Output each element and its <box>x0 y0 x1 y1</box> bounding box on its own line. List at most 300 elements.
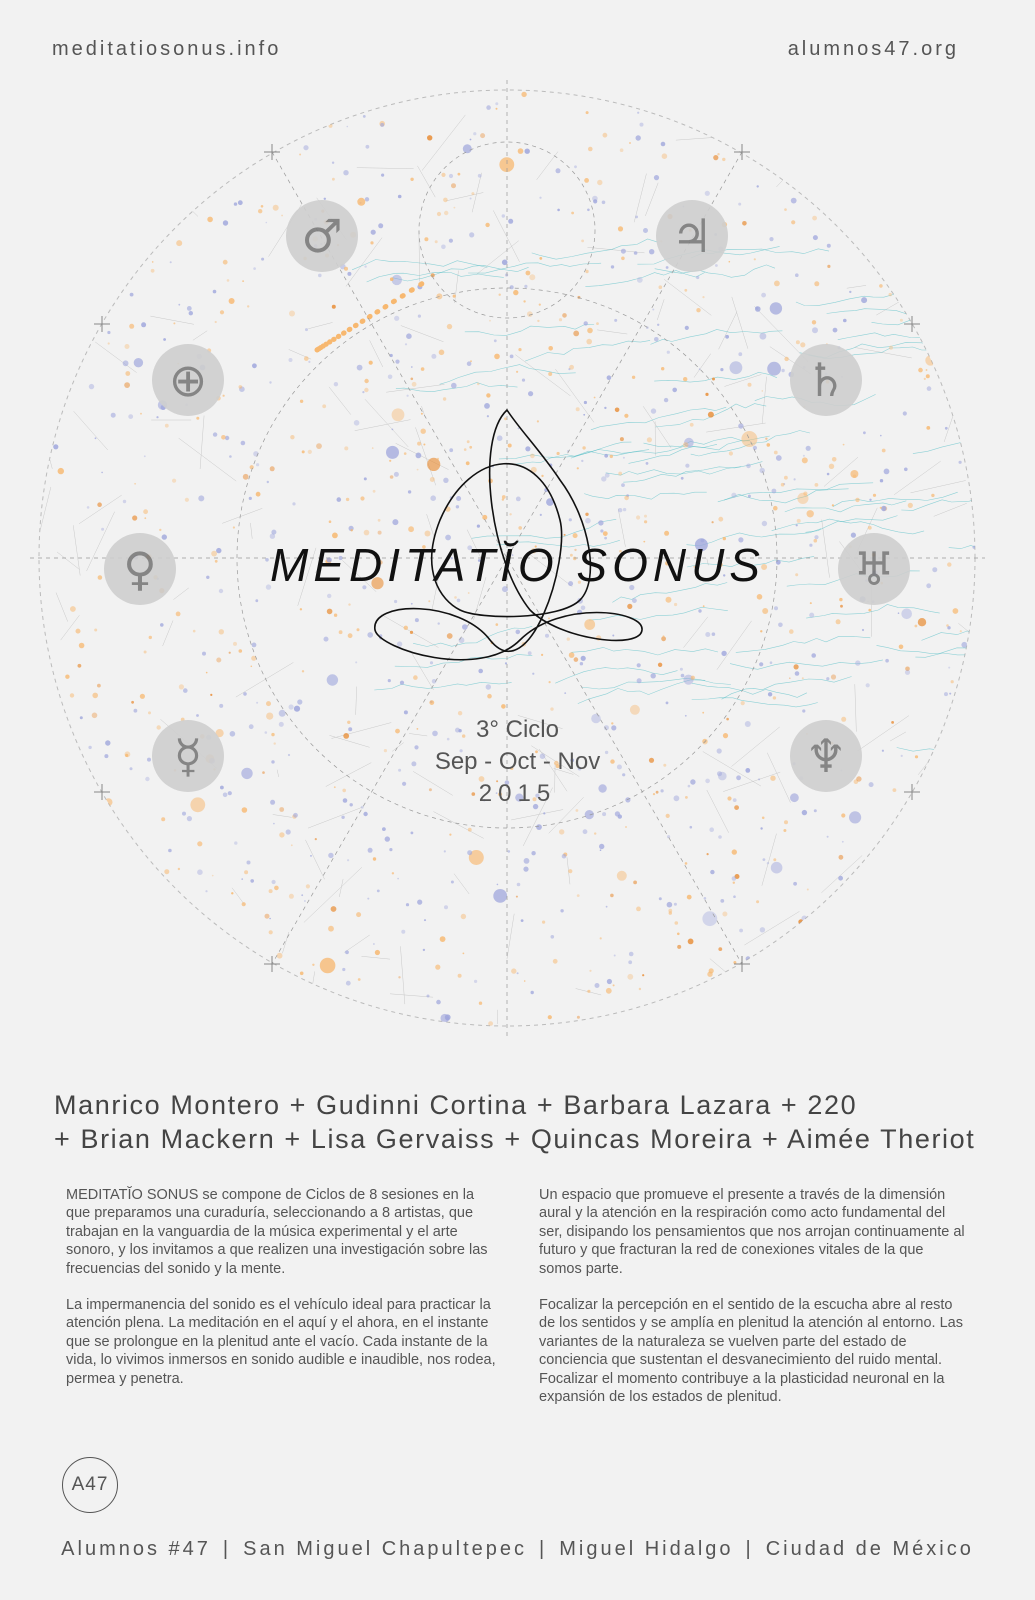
particle-dot <box>587 328 593 334</box>
particle-dot <box>654 175 659 180</box>
particle-dot <box>868 526 872 530</box>
particle-dot <box>392 519 398 525</box>
particle-dot <box>273 205 279 211</box>
particle-dot <box>170 261 172 263</box>
particle-dot <box>371 230 376 235</box>
particle-dot <box>327 674 338 685</box>
particle-dot <box>537 320 539 322</box>
particle-dot <box>479 1002 482 1005</box>
particle-dot <box>691 676 695 680</box>
particle-dot <box>348 633 353 638</box>
particle-dot <box>832 504 834 506</box>
particle-dot <box>451 183 456 188</box>
particle-dot <box>489 320 491 322</box>
particle-dot <box>487 694 492 699</box>
particle-dot <box>252 643 257 648</box>
particle-dot <box>809 613 814 618</box>
particle-dot <box>807 510 814 517</box>
particle-dot <box>621 483 625 487</box>
particle-dot <box>931 494 934 497</box>
particle-dot <box>496 623 499 626</box>
particle-dot <box>370 241 373 244</box>
particle-dot <box>356 912 361 917</box>
particle-dot <box>959 461 962 464</box>
particle-dot <box>389 848 392 851</box>
particle-dot <box>855 498 859 502</box>
particle-dot <box>621 249 626 254</box>
particle-dot <box>632 598 637 603</box>
earth-icon: ⊕ <box>152 344 224 416</box>
particle-dot <box>451 881 454 884</box>
arc-dot <box>347 327 352 332</box>
site-url-left[interactable]: meditatiosonus.info <box>52 38 282 60</box>
particle-dot <box>813 235 818 240</box>
particle-dot <box>586 339 592 345</box>
particle-dot <box>327 609 333 615</box>
particle-dot <box>279 832 284 837</box>
particle-dot <box>600 849 602 851</box>
particle-dot <box>604 407 606 409</box>
particle-dot <box>140 413 142 415</box>
particle-dot <box>663 635 665 637</box>
particle-dot <box>666 266 669 269</box>
particle-dot <box>134 358 143 367</box>
particle-dot <box>625 826 627 828</box>
particle-dot <box>176 612 181 617</box>
particle-dot <box>611 265 614 268</box>
particle-dot <box>677 933 680 936</box>
particle-dot <box>269 930 273 934</box>
particle-dot <box>463 144 472 153</box>
particle-dot <box>784 208 787 211</box>
particle-dot <box>642 974 644 976</box>
particle-dot <box>134 483 136 485</box>
particle-dot <box>879 284 883 288</box>
particle-dot <box>516 630 521 635</box>
particle-dot <box>131 701 134 704</box>
particle-dot <box>94 629 97 632</box>
particle-dot <box>915 625 918 628</box>
particle-dot <box>494 339 497 342</box>
particle-dot <box>385 836 390 841</box>
particle-dot <box>548 346 553 351</box>
particle-dot <box>796 340 800 344</box>
particle-dot <box>652 309 654 311</box>
particle-dot <box>87 506 90 509</box>
particle-dot <box>569 518 572 521</box>
flow-line <box>947 370 1035 388</box>
particle-dot <box>688 939 694 945</box>
particle-dot <box>291 844 293 846</box>
particle-dot <box>242 280 244 282</box>
particle-dot <box>748 383 752 387</box>
particle-dot <box>484 403 490 409</box>
particle-dot <box>559 829 564 834</box>
particle-dot <box>767 362 781 376</box>
particle-dot <box>444 905 448 909</box>
particle-dot <box>774 606 778 610</box>
particle-dot <box>449 239 453 243</box>
particle-dot <box>449 448 453 452</box>
particle-dot <box>772 489 777 494</box>
particle-dot <box>345 950 349 954</box>
arc-dot <box>354 323 359 328</box>
particle-dot <box>559 318 562 321</box>
particle-dot <box>447 633 453 639</box>
particle-dot <box>524 285 527 288</box>
particle-dot <box>675 921 679 925</box>
particle-dot <box>125 371 130 376</box>
particle-dot <box>667 902 673 908</box>
particle-dot <box>517 972 519 974</box>
particle-dot <box>610 455 613 458</box>
particle-dot <box>649 249 654 254</box>
particle-dot <box>577 467 579 469</box>
particle-dot <box>525 446 530 451</box>
particle-dot <box>829 464 834 469</box>
particle-dot <box>405 343 407 345</box>
particle-dot <box>468 592 470 594</box>
arc-dot <box>342 330 347 335</box>
particle-dot <box>347 272 351 276</box>
particle-dot <box>528 391 533 396</box>
particle-dot <box>794 664 799 669</box>
particle-dot <box>765 438 767 440</box>
particle-dot <box>789 677 791 679</box>
particle-dot <box>435 240 438 243</box>
particle-dot <box>702 911 717 926</box>
particle-dot <box>467 440 470 443</box>
particle-dot <box>594 832 596 834</box>
particle-dot <box>944 692 948 696</box>
particle-dot <box>363 812 367 816</box>
particle-dot <box>341 816 344 819</box>
particle-dot <box>289 704 294 709</box>
particle-dot <box>550 707 553 710</box>
particle-dot <box>666 814 670 818</box>
particle-dot <box>470 139 472 141</box>
particle-dot <box>161 817 165 821</box>
particle-dot <box>707 853 709 855</box>
particle-dot <box>457 599 461 603</box>
particle-dot <box>300 400 303 403</box>
particle-dot <box>889 293 892 296</box>
particle-dot <box>168 849 172 853</box>
particle-dot <box>213 290 217 294</box>
particle-dot <box>633 881 637 885</box>
particle-dot <box>586 111 589 114</box>
particle-dot <box>949 693 951 695</box>
particle-dot <box>760 333 767 340</box>
particle-dot <box>266 222 268 224</box>
description-left-column <box>66 1186 496 1406</box>
particle-dot <box>456 505 459 508</box>
particle-dot <box>258 209 262 213</box>
particle-dot <box>187 816 192 821</box>
particle-dot <box>696 276 699 279</box>
artist-list-line-1: Manrico Montero + Gudinni Cortina + Barbara Lazara + 220 <box>54 1090 858 1120</box>
particle-dot <box>324 637 329 642</box>
arc-dot <box>401 293 406 298</box>
particle-dot <box>584 619 595 630</box>
particle-dot <box>348 603 350 605</box>
particle-dot <box>328 853 333 858</box>
arc-dot <box>392 299 397 304</box>
particle-dot <box>470 198 472 200</box>
particle-dot <box>767 443 771 447</box>
particle-dot <box>416 453 422 459</box>
particle-dot <box>806 446 811 451</box>
particle-dot <box>366 145 370 149</box>
particle-dot <box>571 212 574 215</box>
particle-dot <box>210 694 212 696</box>
particle-dot <box>582 446 585 449</box>
particle-dot <box>607 979 612 984</box>
particle-dot <box>467 850 472 855</box>
particle-dot <box>478 669 483 674</box>
particle-dot <box>868 609 871 612</box>
particle-dot <box>803 492 807 496</box>
particle-dot <box>360 496 364 500</box>
particle-dot <box>794 478 796 480</box>
particle-dot <box>347 859 349 861</box>
particle-dot <box>599 844 604 849</box>
particle-dot <box>229 455 232 458</box>
particle-dot <box>413 675 418 680</box>
particle-dot <box>430 661 433 664</box>
particle-dot <box>797 519 801 523</box>
particle-dot <box>646 462 649 465</box>
particle-dot <box>541 475 543 477</box>
particle-dot <box>685 326 689 330</box>
particle-dot <box>417 469 419 471</box>
particle-dot <box>588 147 593 152</box>
particle-dot <box>542 921 545 924</box>
particle-dot <box>212 875 214 877</box>
particle-dot <box>699 368 701 370</box>
particle-dot <box>614 955 616 957</box>
particle-dot <box>526 271 531 276</box>
particle-dot <box>486 684 491 689</box>
particle-dot <box>488 1021 493 1026</box>
particle-dot <box>666 702 669 705</box>
particle-dot <box>243 692 247 696</box>
particle-dot <box>704 897 707 900</box>
particle-dot <box>398 976 400 978</box>
particle-dot <box>614 319 617 322</box>
footer-separator: | <box>745 1538 754 1560</box>
particle-dot <box>720 368 723 371</box>
particle-dot <box>407 395 409 397</box>
particle-dot <box>202 652 206 656</box>
particle-dot <box>241 441 246 446</box>
particle-dot <box>357 198 365 206</box>
particle-dot <box>924 378 926 380</box>
particle-dot <box>595 983 600 988</box>
particle-dot <box>748 495 751 498</box>
particle-dot <box>903 411 907 415</box>
particle-dot <box>900 319 903 322</box>
particle-dot <box>901 609 912 620</box>
particle-dot <box>584 401 587 404</box>
particle-dot <box>178 304 180 306</box>
particle-dot <box>850 470 858 478</box>
particle-dot <box>421 429 426 434</box>
particle-dot <box>721 651 726 656</box>
particle-dot <box>304 900 306 902</box>
particle-dot <box>373 857 376 860</box>
particle-dot <box>687 895 692 900</box>
particle-dot <box>294 706 300 712</box>
particle-dot <box>443 478 448 483</box>
particle-dot <box>178 868 180 870</box>
particle-dot <box>373 490 376 493</box>
particle-dot <box>417 900 422 905</box>
particle-dot <box>53 444 58 449</box>
particle-dot <box>364 265 366 267</box>
particle-dot <box>651 673 656 678</box>
particle-dot <box>770 661 773 664</box>
particle-dot <box>674 903 677 906</box>
particle-dot <box>769 237 773 241</box>
particle-dot <box>428 600 430 602</box>
particle-dot <box>802 810 807 815</box>
particle-dot <box>329 520 332 523</box>
particle-dot <box>530 454 535 459</box>
particle-dot <box>97 684 101 688</box>
particle-dot <box>206 672 208 674</box>
a47-logo: A47 <box>62 1457 118 1513</box>
particle-dot <box>172 479 176 483</box>
particle-dot <box>596 322 599 325</box>
particle-dot <box>849 811 861 823</box>
particle-dot <box>511 968 516 973</box>
particle-dot <box>468 828 472 832</box>
particle-dot <box>441 245 446 250</box>
particle-dot <box>504 417 507 420</box>
flow-line <box>917 249 1027 260</box>
particle-dot <box>774 281 780 287</box>
particle-dot <box>681 477 684 480</box>
particle-dot <box>477 383 480 386</box>
particle-dot <box>521 919 524 922</box>
particle-dot <box>531 851 535 855</box>
particle-dot <box>738 352 742 356</box>
particle-dot <box>392 429 394 431</box>
particle-dot <box>441 173 445 177</box>
particle-dot <box>358 978 361 981</box>
particle-dot <box>738 423 743 428</box>
particle-dot <box>525 149 530 154</box>
particle-dot <box>880 507 882 509</box>
particle-dot <box>444 211 448 215</box>
particle-dot <box>781 483 785 487</box>
particle-dot <box>632 376 635 379</box>
particle-dot <box>651 408 656 413</box>
particle-dot <box>802 677 804 679</box>
cycle-months: Sep - Oct - Nov <box>434 748 601 775</box>
particle-dot <box>270 466 275 471</box>
particle-dot <box>467 361 472 366</box>
particle-dot <box>773 858 776 861</box>
particle-dot <box>250 465 254 469</box>
particle-dot <box>231 892 233 894</box>
particle-dot <box>607 375 612 380</box>
particle-dot <box>885 659 889 663</box>
particle-dot <box>584 178 589 183</box>
particle-dot <box>509 513 511 515</box>
particle-dot <box>290 435 294 439</box>
footer-item: Miguel Hidalgo <box>559 1538 734 1560</box>
particle-dot <box>529 274 535 280</box>
particle-dot <box>372 447 374 449</box>
particle-dot <box>522 379 525 382</box>
particle-dot <box>377 890 380 893</box>
particle-dot <box>630 705 640 715</box>
particle-dot <box>562 854 567 859</box>
particle-dot <box>244 870 248 874</box>
particle-dot <box>927 386 932 391</box>
particle-dot <box>583 414 585 416</box>
particle-dot <box>411 832 414 835</box>
particle-dot <box>705 191 710 196</box>
site-url-right[interactable]: alumnos47.org <box>787 38 959 60</box>
particle-dot <box>302 450 305 453</box>
particle-dot <box>397 641 402 646</box>
particle-dot <box>784 820 788 824</box>
particle-dot <box>838 876 843 881</box>
particle-dot <box>518 148 524 154</box>
particle-dot <box>684 289 687 292</box>
particle-dot <box>623 457 625 459</box>
paragraph: MEDITATĬO SONUS se compone de Ciclos de 8 sesiones en la que preparamos una curaduría, seleccionando a 8 artistas, que trabajan en la vanguardia de la música experimental y el arte sonoro, y los invitamos a que realizen una investigación sobre las frecuencias del sonido y la mente. <box>66 1187 488 1277</box>
particle-dot <box>612 635 614 637</box>
particle-dot <box>918 618 926 626</box>
particle-dot <box>899 645 904 650</box>
particle-dot <box>873 494 876 497</box>
particle-dot <box>477 525 480 528</box>
particle-dot <box>425 531 431 537</box>
particle-dot <box>143 509 148 514</box>
flow-line <box>969 630 1035 641</box>
particle-dot <box>459 637 465 643</box>
particle-dot <box>79 643 85 649</box>
particle-dot <box>617 871 627 881</box>
particle-dot <box>549 681 551 683</box>
web-line <box>776 147 813 186</box>
particle-dot <box>437 458 439 460</box>
poster-title: MEDITATĬO SONUS <box>270 539 765 591</box>
particle-dot <box>843 444 845 446</box>
particle-dot <box>487 415 489 417</box>
particle-dot <box>863 431 866 434</box>
particle-dot <box>926 426 930 430</box>
particle-dot <box>261 205 264 208</box>
particle-dot <box>404 710 408 714</box>
particle-dot <box>594 397 596 399</box>
particle-dot <box>880 435 882 437</box>
particle-dot <box>388 679 391 682</box>
particle-dot <box>738 203 741 206</box>
particle-dot <box>580 662 583 665</box>
particle-dot <box>523 300 525 302</box>
particle-dot <box>842 841 844 843</box>
particle-dot <box>866 683 870 687</box>
particle-dot <box>144 517 146 519</box>
particle-dot <box>702 296 704 298</box>
particle-dot <box>762 608 768 614</box>
footer-item: San Miguel Chapultepec <box>243 1538 528 1560</box>
